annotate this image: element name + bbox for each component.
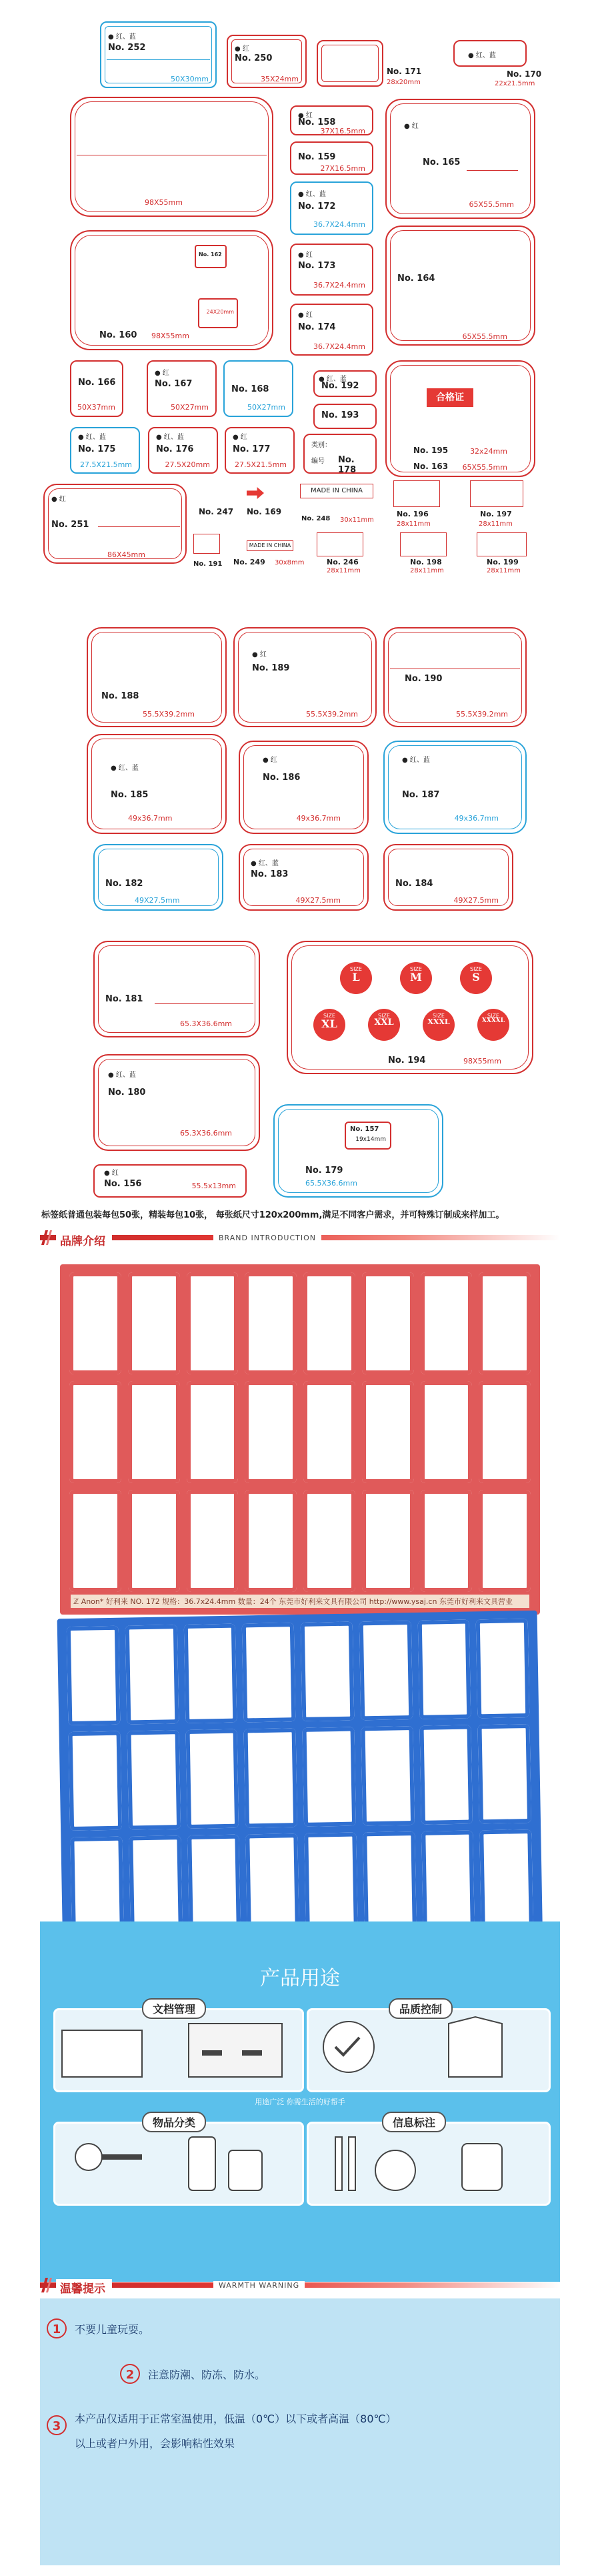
tip-text-2: 注意防潮、防冻、防水。	[148, 2369, 266, 2381]
label-number: No. 184	[395, 879, 433, 889]
label-166	[70, 360, 123, 417]
size-circle-xl: SIZE XL	[313, 1009, 345, 1041]
sheet-label-cell	[187, 1490, 239, 1592]
label-191-shape	[193, 534, 220, 554]
label-size: 86X45mm	[107, 550, 145, 559]
brand-section-subtitle: BRAND INTRODUCTION	[213, 1234, 321, 1242]
label-size: 32x24mm	[470, 447, 507, 456]
tip-text-1: 不要儿童玩耍。	[75, 2323, 150, 2336]
label-number: No. 247	[199, 507, 234, 516]
label-number: No. 248	[301, 515, 331, 522]
usage-label-documents: 文档管理	[142, 1998, 206, 2019]
label-number: No. 159	[298, 152, 336, 162]
label-162-small	[198, 298, 238, 328]
quality-check-icon	[309, 2010, 542, 2084]
label-189	[233, 627, 377, 727]
label-number: No. 168	[231, 384, 269, 394]
sheet-label-cell	[421, 1381, 473, 1483]
label-183	[239, 844, 369, 911]
usage-panel-documents	[53, 2003, 304, 2092]
document-folder-icon	[55, 2010, 295, 2084]
sheet-label-cell	[185, 1729, 239, 1829]
label-number: No. 196	[397, 510, 429, 518]
label-tag: ● 红	[51, 496, 66, 503]
label-size: 28x20mm	[387, 79, 421, 86]
label-size: 28x11mm	[487, 567, 521, 574]
label-size: 65.3X36.6mm	[180, 1019, 232, 1028]
sheet-label-cell	[303, 1490, 355, 1592]
usage-label-marking: 信息标注	[382, 2112, 446, 2132]
usage-caption: 用途广泛 你需生活的好帮手	[255, 2098, 345, 2106]
sheet-label-cell	[476, 1619, 529, 1718]
label-number: No. 191	[193, 560, 223, 568]
label-number: No. 185	[111, 790, 149, 800]
tip-number-3: 3	[47, 2415, 67, 2435]
label-number: No. 199	[487, 558, 519, 566]
label-number: No. 171	[387, 67, 422, 76]
label-size: 35X24mm	[261, 75, 299, 83]
label-size: 30x8mm	[275, 559, 305, 566]
sheet-label-cell	[363, 1831, 416, 1931]
sheet-red-grid	[69, 1272, 531, 1592]
category-text: 类别：	[311, 442, 331, 449]
label-177	[225, 427, 295, 474]
sheet-label-cell	[479, 1829, 533, 1929]
label-170	[453, 40, 527, 67]
size-circle-xxxl: SIZE XXXL	[423, 1009, 455, 1041]
label-number: No. 190	[405, 674, 443, 684]
brand-section-title: 品牌介绍	[56, 1232, 112, 1248]
label-tag: ● 红	[298, 252, 313, 259]
label-number: No. 162	[199, 252, 222, 258]
label-size: 36.7X24.4mm	[313, 281, 365, 290]
label-193	[313, 404, 377, 429]
sheet-red	[60, 1264, 540, 1615]
label-number: No. 158	[298, 117, 336, 127]
sheet-label-cell	[128, 1272, 180, 1374]
label-159	[290, 141, 373, 175]
made-in-china-small: MADE IN CHINA	[247, 540, 293, 551]
label-tag: ● 红	[233, 434, 247, 441]
label-size: 27.5X21.5mm	[235, 460, 287, 469]
label-number: No. 182	[105, 879, 143, 889]
sheet-label-cell	[479, 1381, 531, 1483]
label-175	[70, 427, 140, 474]
sheet-label-cell	[127, 1730, 180, 1829]
label-tag: ● 红、蓝	[111, 765, 139, 772]
item-tag-196	[393, 480, 440, 507]
tip-text-3: 本产品仅适用于正常室温使用，低温（0℃）以下或者高温（80℃）	[75, 2413, 397, 2425]
sheet-label-cell	[246, 1833, 299, 1933]
label-178	[303, 434, 377, 474]
label-161	[70, 97, 273, 217]
label-size: 19x14mm	[355, 1136, 386, 1143]
label-tag: ● 红、蓝	[251, 860, 279, 867]
sheet-label-cell	[69, 1272, 121, 1374]
label-number: No. 172	[298, 201, 336, 211]
sheet-label-cell	[478, 1724, 531, 1823]
label-tag: ● 红、蓝	[108, 1071, 136, 1079]
item-tag-197	[470, 480, 523, 507]
sheet-label-cell	[421, 1830, 475, 1929]
label-number: No. 175	[78, 444, 116, 454]
label-tag: ● 红	[104, 1170, 119, 1177]
label-160	[70, 230, 273, 350]
label-size: 50X27mm	[171, 403, 209, 412]
label-tag: ● 红、蓝	[156, 434, 184, 441]
sheet-label-cell	[69, 1731, 122, 1831]
tip-text-3b: 以上或者户外用，会影响粘性效果	[75, 2437, 235, 2450]
warning-panel	[40, 2298, 560, 2565]
label-size: 27X16.5mm	[320, 164, 365, 173]
label-164	[385, 226, 535, 346]
sheet-label-cell	[479, 1490, 531, 1592]
label-number: No. 174	[298, 322, 336, 332]
label-number: No. 188	[101, 691, 139, 701]
label-size: 98X55mm	[145, 198, 183, 207]
sheet-blue	[57, 1611, 543, 1959]
label-number: No. 197	[480, 510, 512, 518]
label-number: No. 194	[388, 1055, 426, 1065]
sheet-label-cell	[245, 1272, 297, 1374]
label-number: No. 193	[321, 410, 359, 420]
sheet-label-cell	[419, 1725, 473, 1825]
size-circle-xxl: SIZE XXL	[368, 1009, 400, 1041]
label-number: No. 252	[108, 43, 146, 53]
label-173	[290, 244, 373, 296]
sheet-label-cell	[69, 1490, 121, 1592]
label-number: No. 169	[247, 507, 282, 516]
label-tag: ● 红	[235, 45, 249, 53]
code-text: 编号	[311, 458, 325, 465]
label-size: 49x36.7mm	[128, 814, 173, 823]
label-number: No. 189	[252, 663, 290, 673]
label-number: No. 250	[235, 53, 273, 63]
usage-title: 产品用途	[260, 1967, 340, 1990]
sheet-label-cell	[421, 1272, 473, 1374]
sheet-label-cell	[187, 1272, 239, 1374]
label-size: 22x21.5mm	[495, 80, 535, 87]
label-number: No. 166	[78, 378, 116, 388]
label-number: No. 163	[413, 462, 449, 471]
label-number: No. 183	[251, 869, 289, 879]
sheet-label-cell	[303, 1727, 356, 1827]
label-number: No. 180	[108, 1088, 146, 1098]
sheet-label-cell	[417, 1620, 471, 1719]
sheet-label-cell	[245, 1381, 297, 1483]
label-number: No. 165	[423, 157, 461, 167]
warning-section-header	[40, 2275, 560, 2295]
usage-section	[40, 1921, 560, 2282]
label-162	[195, 245, 227, 268]
label-size: 50X30mm	[171, 75, 209, 83]
label-number: No. 179	[305, 1166, 343, 1176]
label-size: 65X55.5mm	[462, 332, 507, 341]
usage-label-quality: 品质控制	[389, 1998, 453, 2019]
label-167	[147, 360, 217, 417]
label-tag: ● 红、蓝	[402, 757, 430, 764]
label-187	[383, 741, 527, 834]
label-tag: ● 红	[252, 651, 267, 659]
label-size: 28x11mm	[327, 567, 361, 574]
label-number: No. 177	[233, 444, 271, 454]
label-252	[100, 21, 217, 88]
label-number: No. 160	[99, 330, 137, 340]
label-188	[87, 627, 227, 727]
label-size: 30x11mm	[340, 516, 374, 524]
label-190	[383, 627, 527, 727]
label-156	[93, 1164, 247, 1198]
sheet-label-cell	[361, 1726, 414, 1825]
label-size: 27.5X21.5mm	[80, 460, 132, 469]
tip-number-1: 1	[47, 2318, 67, 2338]
sheet-label-cell	[304, 1833, 357, 1932]
section-marker-icon	[40, 1229, 52, 1246]
sheet-label-cell	[479, 1272, 531, 1374]
label-size: 65X55.5mm	[462, 463, 507, 472]
label-171-pair	[317, 40, 383, 87]
sheet-label-cell	[125, 1625, 179, 1724]
usage-panel-quality	[307, 2003, 551, 2092]
label-size: 55.5X39.2mm	[306, 710, 358, 719]
label-number: No. 157	[350, 1126, 379, 1133]
keys-bottles-icon	[55, 2124, 295, 2197]
label-number: No. 164	[397, 274, 435, 284]
label-tag: ● 红	[298, 112, 313, 119]
label-number: No. 246	[327, 558, 359, 566]
label-tag: ● 红、蓝	[468, 52, 496, 59]
label-number: No. 249	[233, 558, 265, 566]
label-number: No. 173	[298, 261, 336, 271]
warning-section-subtitle: WARMTH WARNING	[213, 2281, 305, 2290]
label-size: 98X55mm	[463, 1057, 501, 1065]
label-size: 24X20mm	[206, 309, 234, 315]
label-185	[87, 734, 227, 834]
arrow-right-icon	[247, 487, 264, 499]
label-186	[239, 741, 369, 834]
label-size: 55.5X39.2mm	[456, 710, 508, 719]
label-number: No. 178	[338, 455, 357, 475]
sheet-label-cell	[183, 1624, 237, 1723]
sheet-label-cell	[128, 1381, 180, 1483]
label-size: 65.3X36.6mm	[180, 1129, 232, 1138]
size-circle-s: SIZE S	[460, 962, 492, 994]
size-circle-xxxxl: SIZE XXXXL	[477, 1009, 509, 1041]
label-194	[287, 941, 533, 1074]
label-tag: ● 红	[263, 757, 277, 764]
sheet-label-cell	[67, 1626, 120, 1725]
label-size: 36.7X24.4mm	[313, 342, 365, 351]
label-tag: ● 红、蓝	[319, 376, 347, 383]
sheet-label-cell	[362, 1272, 414, 1374]
label-168	[223, 360, 293, 417]
sheet-label-cell	[421, 1490, 473, 1592]
tip-number-2: 2	[120, 2364, 140, 2384]
made-in-china-tag: MADE IN CHINA	[300, 484, 373, 498]
label-number: No. 167	[155, 379, 193, 389]
usage-label-sorting: 物品分类	[142, 2112, 206, 2132]
sheet-label-cell	[129, 1835, 182, 1935]
label-size: 49X27.5mm	[295, 896, 341, 905]
label-250	[227, 35, 307, 88]
sheet-label-cell	[128, 1490, 180, 1592]
usage-panel-marking	[307, 2116, 551, 2206]
label-number: No. 176	[156, 444, 194, 454]
qualified-title: 合格证	[427, 388, 473, 407]
label-number: No. 198	[410, 558, 442, 566]
sheet-label-cell	[242, 1623, 295, 1722]
warning-section-title: 温馨提示	[56, 2279, 112, 2296]
label-181	[93, 941, 260, 1037]
lab-flask-icon	[309, 2124, 542, 2197]
label-tag: ● 红	[404, 123, 419, 130]
sheet-label-cell	[303, 1381, 355, 1483]
label-180	[93, 1054, 260, 1151]
label-184	[383, 844, 513, 911]
section-marker-icon	[40, 2276, 52, 2294]
item-tag-198	[400, 532, 447, 556]
label-192	[313, 370, 377, 397]
label-size: 37X16.5mm	[320, 127, 365, 135]
label-165	[385, 99, 535, 219]
usage-panel-sorting	[53, 2116, 304, 2206]
size-circle-l: SIZE L	[340, 962, 372, 994]
label-tag: ● 红、蓝	[108, 33, 136, 41]
label-size: 55.5x13mm	[191, 1182, 236, 1190]
label-number: No. 251	[51, 520, 89, 530]
label-179	[273, 1104, 443, 1198]
label-size: 65.5X36.6mm	[305, 1179, 357, 1188]
sheet-label-cell	[244, 1728, 297, 1827]
label-size: 36.7X24.4mm	[313, 220, 365, 229]
sheet-label-cell	[362, 1490, 414, 1592]
label-size: 50X27mm	[247, 403, 285, 412]
size-circle-m: SIZE M	[400, 962, 432, 994]
label-tag: ● 红、蓝	[298, 191, 326, 198]
item-tag-199	[477, 532, 527, 556]
label-number: No. 186	[263, 773, 301, 783]
sheet-label-cell	[245, 1490, 297, 1592]
sheet-blue-grid	[67, 1619, 533, 1936]
sheet-label-cell	[359, 1621, 412, 1720]
label-size: 28x11mm	[479, 520, 513, 528]
sheet-red-footer: ℤ Anon* 好利来 NO. 172 规格：36.7x24.4mm 数量：24个 东莞市好利来文具有限公司 http://www.ysaj.cn 东莞市好利来文具营业	[71, 1595, 529, 1608]
label-size: 49x36.7mm	[296, 814, 341, 823]
label-number: No. 156	[104, 1179, 142, 1189]
sheet-label-cell	[301, 1622, 354, 1721]
label-182	[93, 844, 223, 911]
label-174	[290, 304, 373, 356]
sheet-label-cell	[187, 1835, 241, 1934]
label-number: No. 181	[105, 994, 143, 1004]
label-number: No. 170	[507, 69, 542, 79]
label-172	[290, 181, 373, 235]
sheet-label-cell	[303, 1272, 355, 1374]
label-size: 49x36.7mm	[454, 814, 499, 823]
label-number: No. 192	[321, 381, 359, 391]
label-size: 28x11mm	[397, 520, 431, 528]
label-size: 50X37mm	[77, 403, 115, 412]
label-157	[345, 1122, 391, 1150]
label-tag: ● 红	[298, 312, 313, 319]
label-195-qualified	[385, 360, 535, 477]
item-tag-246	[317, 532, 363, 556]
label-tag: ● 红	[155, 370, 169, 377]
label-number: No. 187	[402, 790, 440, 800]
label-size: 65X55.5mm	[469, 200, 514, 209]
sheet-label-cell	[187, 1381, 239, 1483]
sheet-label-cell	[362, 1381, 414, 1483]
label-size: 49X27.5mm	[135, 896, 180, 905]
label-size: 28x11mm	[410, 567, 444, 574]
packaging-note: 标签纸普通包装每包50张，精装每包10张， 每张纸尺寸120x200mm,满足不同客户需求，并可特殊订制成来样加工。	[41, 1210, 505, 1220]
label-size: 55.5X39.2mm	[143, 710, 195, 719]
label-251	[43, 484, 187, 564]
label-tag: ● 红、蓝	[78, 434, 106, 441]
label-size: 98X55mm	[151, 332, 189, 340]
sheet-label-cell	[69, 1381, 121, 1483]
label-number: No. 195	[413, 446, 449, 455]
label-size: 27.5X20mm	[165, 460, 210, 469]
brand-section-header	[40, 1228, 560, 1248]
label-size: 49X27.5mm	[453, 896, 499, 905]
label-176	[148, 427, 218, 474]
label-158	[290, 105, 373, 135]
